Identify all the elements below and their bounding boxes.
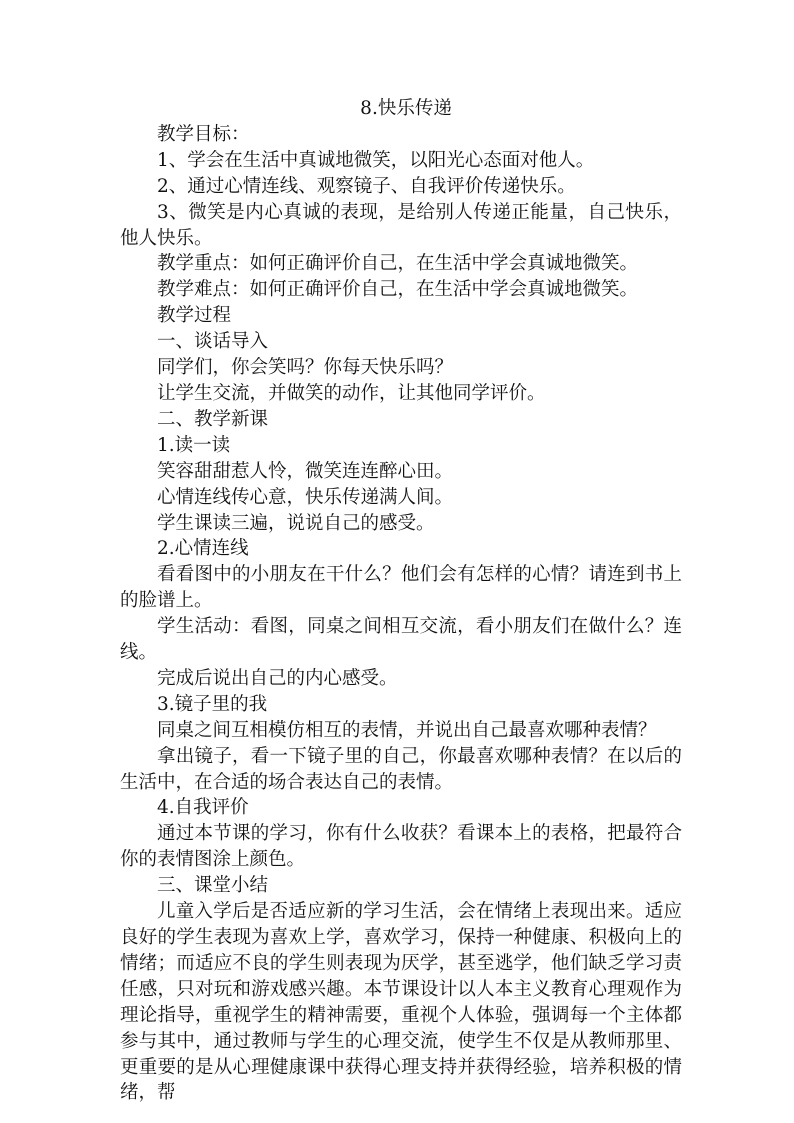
paragraph-section-1-activity: 让学生交流，并做笑的动作，让其他同学评价。 (157, 382, 546, 404)
paragraph-mood-heading: 2.心情连线 (157, 538, 249, 560)
paragraph-objective-3: 3、微笑是内心真诚的表现，是给别人传递正能量，自己快乐，他人快乐。 (120, 201, 682, 249)
paragraph-objectives-heading: 教学目标： (157, 123, 250, 145)
paragraph-process-heading: 教学过程 (157, 305, 232, 327)
paragraph-section-2-heading: 二、教学新课 (157, 408, 269, 430)
paragraph-poem-line-2: 心情连线传心意，快乐传递满人间。 (157, 486, 454, 508)
paragraph-read-heading: 1.读一读 (157, 434, 231, 456)
document-title: 8.快乐传递 (360, 98, 452, 119)
paragraph-summary: 儿童入学后是否适应新的学习生活，会在情绪上表现出来。适应良好的学生表现为喜欢上学，喜欢学习，保持一种健康、积极向上的情绪；而适应不良的学生则表现为厌学，甚至逃学，他们缺乏学习责任感，只对玩和游戏感兴趣。本节课设计以人本主义教育心理观作为理论指导，重视学生的精神需要，重视个人体验，强调每一个主体都参与其中，通过教师与学生的心理交流，使学生不仅是从教师那里、更重要的是从心理健康课中获得心理支持并获得经验，培养积极的情绪，帮 (120, 901, 682, 1104)
paragraph-self-eval-activity: 通过本节课的学习，你有什么收获？看课本上的表格，把最符合你的表情图涂上颜色。 (120, 823, 682, 871)
paragraph-objective-1: 1、学会在生活中真诚地微笑，以阳光心态面对他人。 (157, 149, 595, 171)
paragraph-self-eval-heading: 4.自我评价 (157, 797, 249, 819)
paragraph-section-1-question: 同学们，你会笑吗？你每天快乐吗？ (157, 357, 454, 379)
paragraph-poem-line-1: 笑容甜甜惹人怜，微笑连连醉心田。 (157, 460, 454, 482)
document-body (120, 96, 682, 1106)
paragraph-mood-question: 看看图中的小朋友在干什么？他们会有怎样的心情？请连到书上的脸谱上。 (120, 564, 682, 612)
paragraph-section-3-heading: 三、课堂小结 (157, 875, 269, 897)
paragraph-read-activity: 学生课读三遍，说说自己的感受。 (157, 512, 435, 534)
paragraph-mood-summary: 完成后说出自己的内心感受。 (157, 667, 398, 689)
paragraph-difficulties: 教学难点：如何正确评价自己，在生活中学会真诚地微笑。 (157, 279, 639, 301)
paragraph-mirror-imitate: 同桌之间互相模仿相互的表情，并说出自己最喜欢哪种表情？ (157, 719, 657, 741)
paragraph-mood-activity: 学生活动：看图，同桌之间相互交流，看小朋友们在做什么？连线。 (120, 616, 682, 664)
paragraph-mirror-heading: 3.镜子里的我 (157, 693, 268, 715)
paragraph-section-1-heading: 一、谈话导入 (157, 331, 269, 353)
paragraph-key-points: 教学重点：如何正确评价自己，在生活中学会真诚地微笑。 (157, 253, 639, 275)
paragraph-mirror-activity: 拿出镜子，看一下镜子里的自己，你最喜欢哪种表情？在以后的生活中，在合适的场合表达自己的表情。 (120, 745, 682, 793)
paragraph-objective-2: 2、通过心情连线、观察镜子、自我评价传递快乐。 (157, 175, 576, 197)
